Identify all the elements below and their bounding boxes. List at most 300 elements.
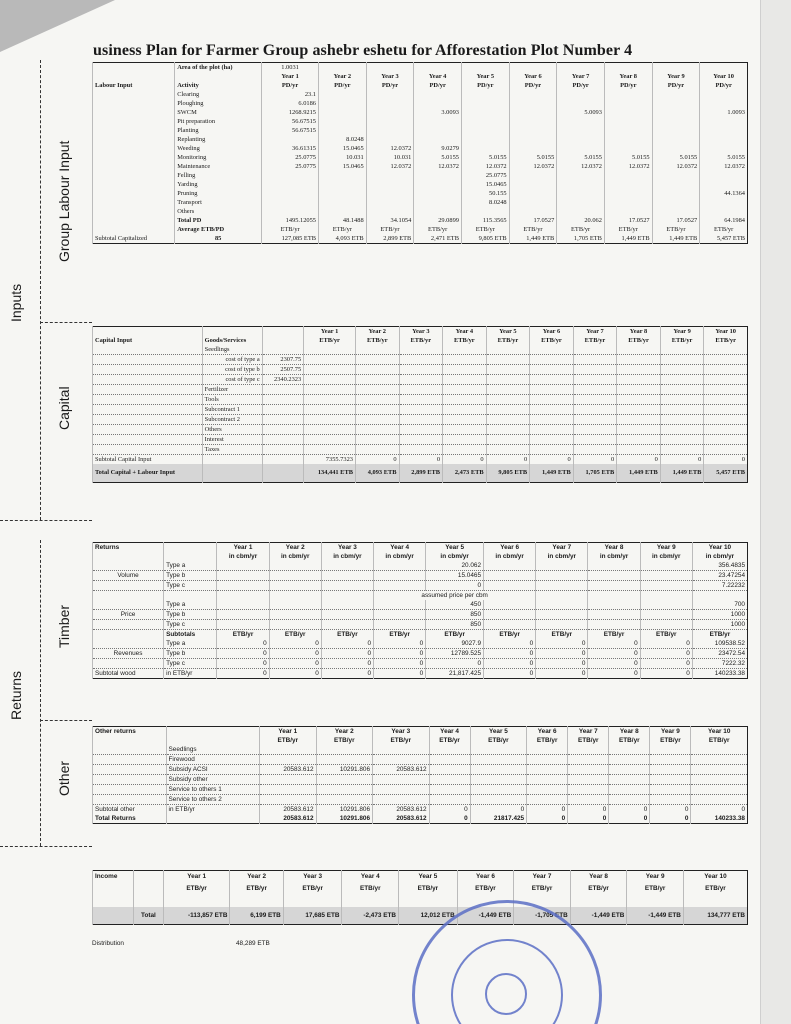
unit-header: ETB/yr [321, 630, 373, 640]
table-cell [557, 189, 605, 198]
table-cell [93, 189, 175, 198]
total-row [93, 814, 748, 824]
unit-header: ETB/yr [366, 225, 414, 234]
table-cell [557, 198, 605, 207]
table-cell [217, 561, 269, 571]
unit-header: ETB/yr [414, 225, 462, 234]
row-label: Others [202, 425, 262, 435]
table-cell: 12.0372 [652, 162, 700, 171]
table-cell: 2507.75 [262, 365, 303, 375]
table-cell [527, 755, 568, 765]
table-cell [652, 90, 700, 99]
divider [40, 60, 41, 520]
table-row [93, 171, 748, 180]
table-cell: -2,473 ETB [342, 907, 399, 925]
table-cell [617, 365, 661, 375]
unit-header: ETB/yr [304, 336, 356, 345]
table-cell [366, 99, 414, 108]
table-cell [355, 365, 399, 375]
distribution-value: 48,289 ETB [236, 940, 270, 947]
table-cell [557, 135, 605, 144]
table-cell [316, 775, 373, 785]
table-cell: 17.0527 [509, 216, 557, 225]
table-cell [429, 795, 470, 805]
table-cell [527, 795, 568, 805]
table-cell: 0 [355, 455, 399, 465]
table-cell [304, 395, 356, 405]
table-cell [484, 561, 536, 571]
subtotal-label: Subtotal Capital Input [93, 455, 203, 465]
year-header: Year 5 [461, 72, 509, 81]
table-cell [443, 435, 487, 445]
table-cell: Maintenance [175, 162, 262, 171]
table-cell: 2307.75 [262, 355, 303, 365]
unit-header: ETB/yr [536, 630, 588, 640]
table-cell: 7.22232 [692, 581, 747, 591]
table-cell [93, 755, 167, 765]
year-header: Year 2 [319, 72, 367, 81]
table-cell: 0 [640, 649, 692, 659]
area-row [93, 63, 748, 73]
table-cell [269, 620, 321, 630]
table-cell: 0 [536, 669, 588, 679]
table-cell [166, 727, 260, 737]
table-cell: 21,817.425 [426, 669, 484, 679]
table-cell [704, 395, 748, 405]
table-cell [604, 90, 652, 99]
table-cell [93, 591, 164, 601]
table-cell [536, 600, 588, 610]
table-cell [530, 445, 574, 455]
unit-header: in cbm/yr [692, 552, 747, 561]
table-cell: 5.0155 [652, 153, 700, 162]
table-cell [93, 883, 134, 895]
unit-header: PD/yr [262, 81, 319, 90]
table-cell [640, 571, 692, 581]
table-cell [640, 610, 692, 620]
table-cell [617, 395, 661, 405]
table-cell [484, 581, 536, 591]
table-cell [692, 591, 747, 601]
table-cell [461, 63, 509, 73]
table-cell [470, 795, 527, 805]
row-label [93, 620, 164, 630]
unit-header: ETB/yr [399, 336, 443, 345]
table-cell: 2,899 ETB [366, 234, 414, 244]
unit-header: ETB/yr [617, 336, 661, 345]
table-cell: 12.0372 [700, 162, 748, 171]
table-cell: 140233.38 [691, 814, 748, 824]
table-cell: Planting [175, 126, 262, 135]
table-cell [486, 425, 530, 435]
table-cell [650, 775, 691, 785]
table-cell [557, 63, 605, 73]
header-row [93, 81, 748, 90]
table-cell [704, 375, 748, 385]
table-cell: 17.0527 [652, 216, 700, 225]
unit-header: ETB/yr [660, 336, 704, 345]
unit-header: ETB/yr [443, 336, 487, 345]
table-cell [366, 135, 414, 144]
table-cell: 1495.12055 [262, 216, 319, 225]
table-cell [321, 571, 373, 581]
table-cell [650, 755, 691, 765]
table-cell: 0 [269, 659, 321, 669]
table-cell: 12.0372 [557, 162, 605, 171]
table-cell [414, 90, 462, 99]
table-cell [640, 581, 692, 591]
table-cell [374, 610, 426, 620]
note-row [93, 591, 748, 601]
table-cell [164, 591, 217, 601]
table-row [93, 108, 748, 117]
table-cell: 6.0186 [262, 99, 319, 108]
table-cell [557, 117, 605, 126]
table-cell [164, 543, 217, 553]
table-cell [604, 207, 652, 216]
total-row [93, 464, 748, 482]
table-cell: 0 [399, 455, 443, 465]
table-cell: 12.0372 [461, 162, 509, 171]
table-cell: 0 [650, 814, 691, 824]
year-header: Year 4 [414, 72, 462, 81]
table-cell: Pruning [175, 189, 262, 198]
unit-header: ETB/yr [373, 736, 430, 745]
table-cell [652, 198, 700, 207]
table-cell [93, 126, 175, 135]
table-cell [530, 385, 574, 395]
table-cell [366, 108, 414, 117]
header-row [93, 736, 748, 745]
table-cell [304, 415, 356, 425]
table-cell: 9.0279 [414, 144, 462, 153]
year-header: Year 8 [609, 727, 650, 737]
table-cell [627, 895, 684, 907]
table-cell [557, 90, 605, 99]
table-cell [429, 745, 470, 755]
row-label [93, 581, 164, 591]
table-row [93, 345, 748, 355]
table-cell [527, 775, 568, 785]
table-cell: 2,899 ETB [399, 464, 443, 482]
table-cell [260, 775, 317, 785]
row-label: Price [93, 610, 164, 620]
table-cell [93, 552, 164, 561]
table-cell: 0 [609, 814, 650, 824]
table-cell: Yarding [175, 180, 262, 189]
table-cell [399, 435, 443, 445]
table-cell: 0 [536, 649, 588, 659]
table-cell [366, 207, 414, 216]
row-label: Seedlings [166, 745, 260, 755]
unit-label: in ETB/yr [164, 669, 217, 679]
table-cell: 56.67515 [262, 126, 319, 135]
table-cell [262, 385, 303, 395]
year-header: Year 4 [374, 543, 426, 553]
table-cell [461, 99, 509, 108]
table-cell: 450 [426, 600, 484, 610]
table-cell: Felling [175, 171, 262, 180]
year-header: Year 2 [230, 871, 283, 883]
table-cell [700, 180, 748, 189]
year-header: Year 2 [355, 327, 399, 337]
table-cell: 0 [691, 805, 748, 815]
year-header: Year 10 [700, 72, 748, 81]
table-cell [604, 108, 652, 117]
table-cell [700, 99, 748, 108]
table-cell [700, 117, 748, 126]
table-cell [366, 171, 414, 180]
table-cell [652, 108, 700, 117]
table-cell [93, 225, 175, 234]
table-cell [355, 445, 399, 455]
table-cell: 134,441 ETB [304, 464, 356, 482]
table-cell [262, 435, 303, 445]
unit-header: ETB/yr [461, 225, 509, 234]
unit-header: ETB/yr [399, 883, 458, 895]
table-cell: 115.3565 [461, 216, 509, 225]
table-cell [509, 144, 557, 153]
note: assumed price per cbm [374, 591, 536, 601]
table-cell [660, 445, 704, 455]
timber-returns-table [92, 542, 748, 679]
header-row [93, 327, 748, 337]
year-header: Year 8 [617, 327, 661, 337]
table-row [93, 435, 748, 445]
table-cell [366, 90, 414, 99]
unit-header: ETB/yr [640, 630, 692, 640]
table-cell: 6,199 ETB [230, 907, 283, 925]
table-cell: Pit preparation [175, 117, 262, 126]
table-cell [414, 63, 462, 73]
unit-header: ETB/yr [457, 883, 514, 895]
table-cell: 21817.425 [470, 814, 527, 824]
table-cell [342, 895, 399, 907]
subtotal-row [93, 805, 748, 815]
table-cell: 0 [321, 659, 373, 669]
table-cell [262, 171, 319, 180]
unit-header: ETB/yr [355, 336, 399, 345]
table-row [93, 785, 748, 795]
table-row [93, 162, 748, 171]
table-cell [660, 435, 704, 445]
table-cell [414, 189, 462, 198]
table-cell [399, 395, 443, 405]
table-cell [374, 571, 426, 581]
table-cell [536, 571, 588, 581]
table-cell [93, 795, 167, 805]
table-cell [93, 395, 203, 405]
table-cell [609, 755, 650, 765]
table-cell [230, 895, 283, 907]
table-cell [509, 189, 557, 198]
unit-header: ETB/yr [163, 883, 230, 895]
unit-header: ETB/yr [691, 736, 748, 745]
table-cell: 2340.2323 [262, 375, 303, 385]
table-cell [461, 135, 509, 144]
table-cell [93, 135, 175, 144]
unit-header: ETB/yr [283, 883, 342, 895]
unit-header: in cbm/yr [536, 552, 588, 561]
table-cell [660, 425, 704, 435]
table-cell [691, 755, 748, 765]
header-row [93, 727, 748, 737]
table-cell [262, 135, 319, 144]
table-cell: 0 [588, 669, 640, 679]
unit-header: in cbm/yr [269, 552, 321, 561]
table-cell [461, 108, 509, 117]
table-cell: 5.0155 [557, 153, 605, 162]
table-cell: 10291.806 [316, 814, 373, 824]
table-cell: Monitoring [175, 153, 262, 162]
side-label-inputs: Inputs [8, 283, 24, 322]
table-cell [704, 345, 748, 355]
table-cell: 20583.612 [260, 814, 317, 824]
table-cell: 0 [609, 805, 650, 815]
table-cell [484, 571, 536, 581]
table-cell [260, 795, 317, 805]
unit-header: ETB/yr [652, 225, 700, 234]
table-cell [536, 581, 588, 591]
table-cell [269, 561, 321, 571]
table-cell: 9,805 ETB [486, 464, 530, 482]
table-cell [262, 445, 303, 455]
table-cell [700, 144, 748, 153]
table-cell [617, 375, 661, 385]
table-cell [509, 171, 557, 180]
year-header: Year 7 [573, 327, 617, 337]
table-cell [319, 207, 367, 216]
table-cell: 20583.612 [373, 814, 430, 824]
table-cell [660, 365, 704, 375]
table-cell [374, 561, 426, 571]
table-cell [304, 435, 356, 445]
table-cell [443, 405, 487, 415]
table-cell [486, 385, 530, 395]
subtotal-label: Subtotal other [93, 805, 167, 815]
table-cell [399, 405, 443, 415]
table-row [93, 207, 748, 216]
table-cell [217, 620, 269, 630]
table-cell [366, 180, 414, 189]
year-header: Year 7 [514, 871, 571, 883]
table-cell [509, 108, 557, 117]
table-cell [652, 117, 700, 126]
table-cell [429, 755, 470, 765]
unit-header: ETB/yr [486, 336, 530, 345]
table-cell [530, 395, 574, 405]
table-cell [604, 144, 652, 153]
table-cell [461, 126, 509, 135]
unit-header: ETB/yr [530, 336, 574, 345]
table-cell [366, 63, 414, 73]
total-label: Total Capital + Labour Input [93, 464, 203, 482]
table-row [93, 571, 748, 581]
table-cell [704, 415, 748, 425]
table-cell [443, 365, 487, 375]
table-row [93, 180, 748, 189]
side-label-returns: Returns [8, 670, 24, 720]
table-cell [93, 745, 167, 755]
table-cell [568, 775, 609, 785]
table-cell [399, 345, 443, 355]
table-cell [588, 591, 640, 601]
unit-header: ETB/yr [683, 883, 747, 895]
table-cell [414, 117, 462, 126]
table-cell [509, 198, 557, 207]
table-cell [443, 425, 487, 435]
table-cell: 20583.612 [260, 765, 317, 775]
table-cell [604, 135, 652, 144]
table-cell [399, 385, 443, 395]
row-label: Type c [164, 659, 217, 669]
table-cell: 15.0465 [319, 162, 367, 171]
table-row [93, 795, 748, 805]
table-cell [319, 108, 367, 117]
table-cell [660, 405, 704, 415]
table-cell [640, 600, 692, 610]
table-cell [617, 445, 661, 455]
table-cell [573, 375, 617, 385]
table-cell [355, 375, 399, 385]
unit-header: ETB/yr [484, 630, 536, 640]
table-cell [557, 144, 605, 153]
unit-header: ETB/yr [230, 883, 283, 895]
row-label: Type b [164, 571, 217, 581]
table-cell: 0 [484, 649, 536, 659]
table-cell: 10291.806 [316, 765, 373, 775]
row-label: Subsidy other [166, 775, 260, 785]
table-cell: 0 [269, 639, 321, 649]
table-cell [604, 117, 652, 126]
table-cell: 134,777 ETB [683, 907, 747, 925]
table-cell: 0 [536, 639, 588, 649]
unit-header: ETB/yr [700, 225, 748, 234]
table-cell: 0 [426, 581, 484, 591]
table-cell [650, 745, 691, 755]
row-label: Service to others 1 [166, 785, 260, 795]
table-cell: 0 [321, 649, 373, 659]
table-cell: 7222.32 [692, 659, 747, 669]
total-row [93, 907, 748, 925]
table-cell [166, 736, 260, 745]
table-cell: 0 [217, 669, 269, 679]
table-cell [399, 415, 443, 425]
table-cell: 56.67515 [262, 117, 319, 126]
unit-header: ETB/yr [470, 736, 527, 745]
table-cell: -1,449 ETB [570, 907, 627, 925]
table-cell: 356.4835 [692, 561, 747, 571]
table-cell [355, 385, 399, 395]
table-cell: 1,449 ETB [617, 464, 661, 482]
table-cell: 7355.7323 [304, 455, 356, 465]
table-cell [443, 415, 487, 425]
table-cell [573, 395, 617, 405]
table-cell [573, 365, 617, 375]
table-cell [304, 375, 356, 385]
table-cell [321, 581, 373, 591]
row-label: Volume [93, 571, 164, 581]
table-cell: 0 [321, 639, 373, 649]
table-row [93, 775, 748, 785]
table-cell [93, 63, 175, 73]
table-cell [262, 405, 303, 415]
table-cell [443, 375, 487, 385]
table-cell [470, 785, 527, 795]
table-cell [217, 610, 269, 620]
unit-header: ETB/yr [342, 883, 399, 895]
table-cell: 8.0248 [319, 135, 367, 144]
